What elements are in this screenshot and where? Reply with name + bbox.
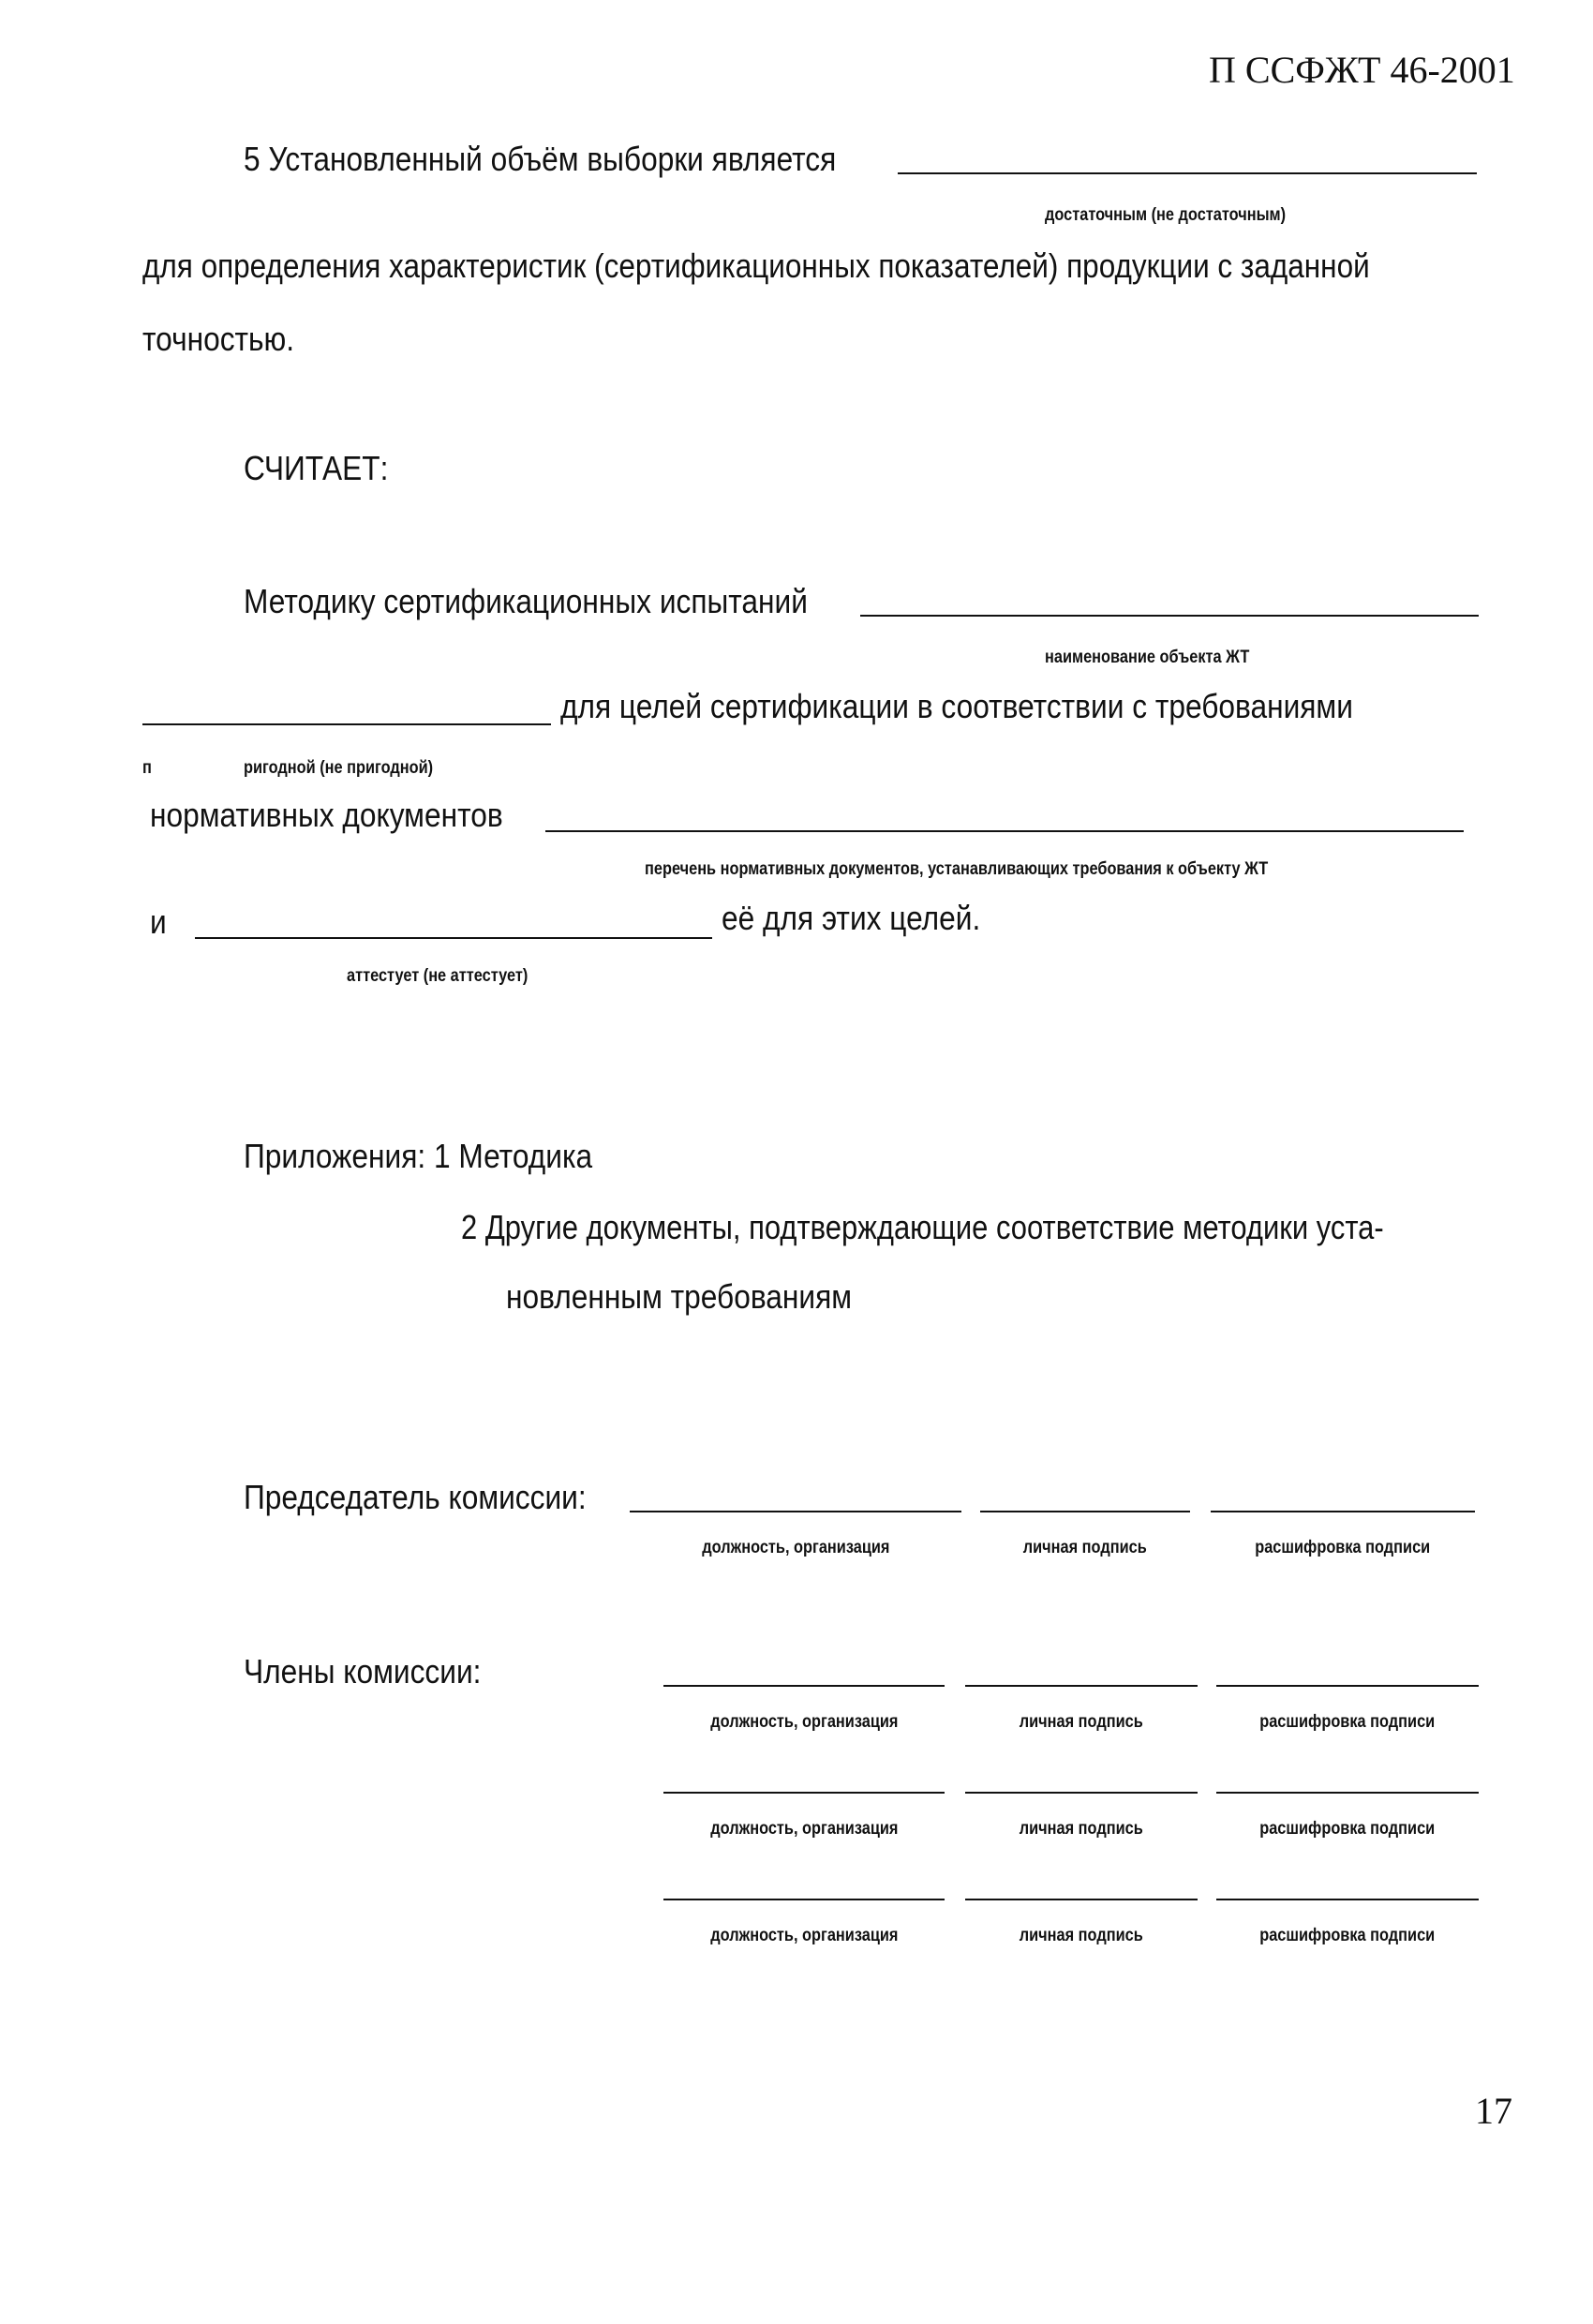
certify-caption: аттестует (не аттестует) <box>347 966 529 986</box>
attachment-2-line1: 2 Другие документы, подтверждающие соответствие методики уста- <box>461 1208 1384 1246</box>
certify-suffix: её для этих целей. <box>722 899 981 937</box>
chairman-signature-blank[interactable] <box>980 1511 1190 1512</box>
member3-position-blank[interactable] <box>663 1899 945 1900</box>
chairman-position-blank[interactable] <box>630 1511 961 1512</box>
suitability-marker: п <box>142 758 152 778</box>
item5-end: точностью. <box>142 320 295 358</box>
members-label: Члены комиссии: <box>244 1652 482 1691</box>
member3-decoding-blank[interactable] <box>1216 1899 1479 1900</box>
member1-position-blank[interactable] <box>663 1685 945 1687</box>
attachment-2-line2: новленным требованиям <box>506 1277 853 1316</box>
member1-decoding-blank[interactable] <box>1216 1685 1479 1687</box>
document-code: П ССФЖТ 46-2001 <box>1209 49 1515 91</box>
sample-size-blank[interactable] <box>898 172 1477 174</box>
member2-position-caption: должность, организация <box>709 1819 899 1839</box>
attachments-label: Приложения: 1 Методика <box>244 1137 593 1175</box>
member3-signature-caption: личная подпись <box>1019 1926 1143 1945</box>
chairman-signature-caption: личная подпись <box>1022 1538 1147 1557</box>
member1-signature-blank[interactable] <box>965 1685 1198 1687</box>
page-number: 17 <box>1475 2090 1512 2132</box>
normdocs-label: нормативных документов <box>150 796 503 834</box>
item5-text: 5 Установленный объём выборки является <box>244 140 837 178</box>
chairman-decoding-blank[interactable] <box>1211 1511 1475 1512</box>
sample-size-caption: достаточным (не достаточным) <box>1045 205 1287 225</box>
member3-decoding-caption: расшифровка подписи <box>1259 1926 1436 1945</box>
normdocs-caption: перечень нормативных документов, устанавливающих требования к объекту ЖТ <box>645 859 1269 879</box>
member2-decoding-blank[interactable] <box>1216 1792 1479 1794</box>
purpose-text: для целей сертификации в соответствии с требованиями <box>560 687 1353 725</box>
considers-heading: СЧИТАЕТ: <box>244 449 389 487</box>
member1-signature-caption: личная подпись <box>1019 1712 1143 1732</box>
object-name-blank[interactable] <box>860 615 1479 617</box>
object-name-caption: наименование объекта ЖТ <box>1045 648 1250 667</box>
member2-position-blank[interactable] <box>663 1792 945 1794</box>
member2-signature-blank[interactable] <box>965 1792 1198 1794</box>
certify-blank[interactable] <box>195 937 712 939</box>
methodology-label: Методику сертификационных испытаний <box>244 582 808 620</box>
member2-decoding-caption: расшифровка подписи <box>1259 1819 1436 1839</box>
member3-position-caption: должность, организация <box>709 1926 899 1945</box>
suitability-caption: ригодной (не пригодной) <box>244 758 434 778</box>
suitability-blank[interactable] <box>142 723 551 725</box>
item5-continuation: для определения характеристик (сертификационных показателей) продукции с заданной <box>142 246 1370 285</box>
chairman-decoding-caption: расшифровка подписи <box>1255 1538 1431 1557</box>
chairman-position-caption: должность, организация <box>701 1538 890 1557</box>
member2-signature-caption: личная подпись <box>1019 1819 1143 1839</box>
member1-decoding-caption: расшифровка подписи <box>1259 1712 1436 1732</box>
member1-position-caption: должность, организация <box>709 1712 899 1732</box>
chairman-label: Председатель комиссии: <box>244 1478 587 1516</box>
and-label: и <box>150 902 167 941</box>
member3-signature-blank[interactable] <box>965 1899 1198 1900</box>
normdocs-blank[interactable] <box>545 830 1464 832</box>
